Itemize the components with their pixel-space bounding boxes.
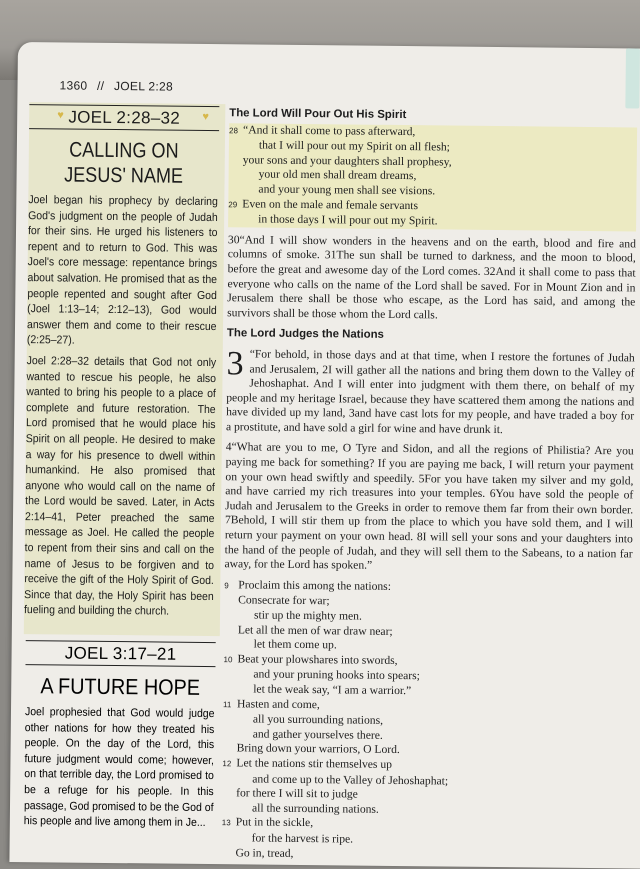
verse-line-text: that I will pour out my Spirit on all flesh; [259,139,450,154]
verse-number: 28 [229,124,243,139]
sidebar-reference-box [29,104,219,131]
heart-icon: ♥ [57,109,64,121]
sidebar-body [24,705,215,832]
verse-prose: 30“And I will show wonders in the heavens and on the earth, blood and fire and columns of smoke. 31The sun shall be turned to darkness, and the moon to blood, before the great and awesome day of the Lord comes. 32And it shall come to pass that everyone who calls on the name of the Lord shall be saved. For in Mount Zion and in Jerusalem there shall be those who escape, as the Lord has said, and among the survivors shall be those whom the Lord calls. [227,233,636,325]
verse-line-text: Even on the male and female servants [242,197,418,212]
sidebar-title-line1: CALLING ON [42,137,206,164]
verse-line-text: let them come up. [254,638,337,652]
chapter-number: 3 [226,349,243,379]
verse-line-text: in those days I will pour out my Spirit. [258,213,438,228]
verse-line-text: stir up the mighty men. [254,609,362,623]
verse-prose: 4“What are you to me, O Tyre and Sidon, and all the regions of Philistia? Are you paying me back for something? If you are paying me back, I will return your payment on your own head swiftly and speedily. 5For you have taken my silver and my gold, and have carried my rich treasures into your temples. 6You have sold the people of Judah and Jerusalem to the Greeks in order to remove them far from their own border. 7Behold, I will stir them up from the place to which you have sold them, and I will return your payment on your own head. 8I will sell your sons and your daughters into the hand of the people of Judah, and they will sell them to the Sabeans, to a nation far away, for the Lord has spoken.” [224,441,633,577]
sidebar-paragraph: Joel began his prophecy by declaring God's judgment on the people of Judah for their sins. He urged his listeners to repent and to return to God. This was Joel's core message: repentance brings about salvation. He promised that as the people repented and sought after God (Joel 1:13–14; 2:12–13), God would answer them and come to their rescue (2:25–27). [27,193,218,351]
verse-number: 13 [222,816,236,831]
scripture-column [221,106,637,864]
sidebar-title [42,137,206,189]
verse-number: 11 [223,698,237,713]
sidebar-title: A FUTURE HOPE [35,673,206,701]
verse-line-text: Bring down your warriors, O Lord. [237,742,400,757]
verse-line-text: for there I will sit to judge [236,786,358,800]
sidebar-a-future-hope [24,640,216,837]
page-header [59,78,173,93]
verse-poetry [221,578,632,865]
sidebar-reference-box [25,640,215,667]
verse-line-text: “And it shall come to pass afterward, [243,123,415,138]
verse-text: “For behold, in those days and at that time, when I restore the fortunes of Judah and Jerusalem, 2I will gather all the nations and bring them down to the Valley of Jehoshaphat. And I will enter into judgment with them there, on behalf of my people and my heritage Israel, because they have scattered them among the nations and have divided up my land, 3and have cast lots for my people, and have traded a boy for a prostitute, and have sold a girl for wine and have drunk it. [226,347,635,436]
section-heading: The Lord Will Pour Out His Spirit [229,106,637,125]
sidebar-title-line2: JESUS' NAME [42,162,206,189]
sidebar-reference: JOEL 3:17–21 [65,644,177,664]
header-separator: // [97,79,104,93]
verse-line-text: Go in, tread, [235,846,293,860]
page-number: 1360 [59,78,87,92]
verse-number: 29 [228,198,242,213]
sidebar-body [24,193,218,621]
bookmark-ribbon [625,48,640,108]
header-reference: JOEL 2:28 [114,79,173,94]
verse-line-text: all the surrounding nations. [252,801,379,815]
sidebar-reference: JOEL 2:28–32 [68,108,180,128]
section-heading: The Lord Judges the Nations [227,327,635,346]
verse-line-text: and your pruning hooks into spears; [253,668,420,683]
verse-number: 9 [224,579,238,594]
verse-line-text: and gather yourselves there. [253,727,383,741]
verse-line [221,846,629,865]
verse-line-text: Proclaim this among the nations: [238,578,391,593]
verse-line-text: let the weak say, “I am a warrior.” [253,682,411,697]
verse-number: 12 [222,757,236,772]
verse-prose [226,347,635,439]
verse-line [228,212,636,231]
sidebar-paragraph: Joel prophesied that God would judge other nations for how they treated his people. On the day of the Lord, this future judgment would come; however, on that terrible day, the Lord promised to be a refuge for his people. In this passage, God promised to be the God of his people and live among them in Je... [24,705,215,832]
heart-icon: ♥ [202,111,209,123]
verse-line-text: Let all the men of war draw near; [238,623,393,638]
verse-poetry [228,123,637,231]
verse-line-text: Consecrate for war; [238,594,330,608]
sidebar-calling-on-jesus-name [24,104,219,626]
verse-line-text: all you surrounding nations, [253,713,383,727]
verse-line-text: your old men shall dream dreams, [259,168,417,183]
bible-page [9,42,640,869]
verse-line-text: and come up to the Valley of Jehoshaphat; [252,772,448,787]
verse-line-text: Let the nations stir themselves up [236,756,392,771]
verse-line-text: and your young men shall see visions. [258,182,435,197]
verse-line-text: Beat your plowshares into swords, [237,652,397,667]
sidebar-paragraph: Joel 2:28–32 details that God not only wanted to rescue his people, he also wanted to bring his people to a place of complete and future restoration. The Lord promised that he would place his Spirit on all people. He desired to make a way for his presence to dwell within humankind. He also promised that anyone who would call on the name of the Lord would be saved. Later, in Acts 2:14–41, Peter preached the same message as Joel. He called the people to repent from their sins and call on the name of Jesus to be forgiven and to receive the gift of the Holy Spirit of God. Since that day, the Holy Spirit has been fueling and building the church. [24,354,216,621]
verse-number: 10 [223,653,237,668]
verse-line-text: Put in the sickle, [236,816,313,830]
verse-line-text: for the harvest is ripe. [252,831,354,845]
verse-line-text: Hasten and come, [237,697,320,711]
verse-line-text: your sons and your daughters shall prophesy, [243,153,452,168]
